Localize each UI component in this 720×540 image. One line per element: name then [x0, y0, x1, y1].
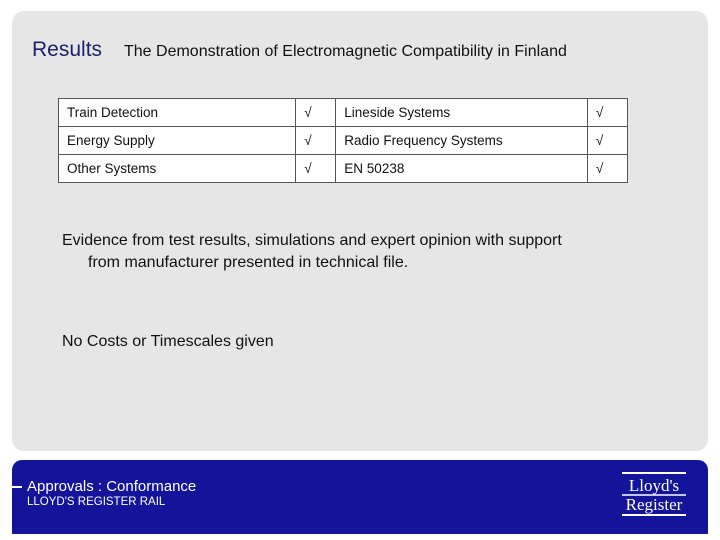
table-cell-item: Radio Frequency Systems — [336, 127, 588, 155]
logo-word-top: Lloyd's — [628, 476, 680, 495]
table-cell-item: Lineside Systems — [336, 99, 588, 127]
table-cell-item: Other Systems — [59, 155, 296, 183]
footer-section-title: Approvals : Conformance — [27, 478, 197, 495]
table-row — [59, 155, 628, 183]
check-mark: √ — [296, 155, 336, 183]
check-mark: √ — [587, 127, 627, 155]
table-cell-item: Energy Supply — [59, 127, 296, 155]
check-mark: √ — [587, 99, 627, 127]
table-row — [59, 127, 628, 155]
check-mark: √ — [587, 155, 627, 183]
costs-note: No Costs or Timescales given — [62, 333, 274, 350]
evidence-paragraph — [62, 230, 662, 274]
footer-organization: LLOYD'S REGISTER RAIL — [27, 496, 166, 508]
lloyds-register-logo-icon — [618, 470, 690, 518]
slide-title: The Demonstration of Electromagnetic Compatibility in Finland — [124, 43, 567, 60]
evidence-line: from manufacturer presented in technical file. — [88, 254, 409, 271]
footer-tick — [0, 486, 22, 488]
table-cell-item: EN 50238 — [336, 155, 588, 183]
check-mark: √ — [296, 127, 336, 155]
check-mark: √ — [296, 99, 336, 127]
table-row — [59, 99, 628, 127]
compatibility-table — [58, 98, 628, 183]
table-cell-item: Train Detection — [59, 99, 296, 127]
evidence-line: Evidence from test results, simulations and expert opinion with support — [62, 232, 562, 249]
results-heading: Results — [32, 38, 103, 61]
logo-word-bottom: Register — [625, 495, 683, 514]
